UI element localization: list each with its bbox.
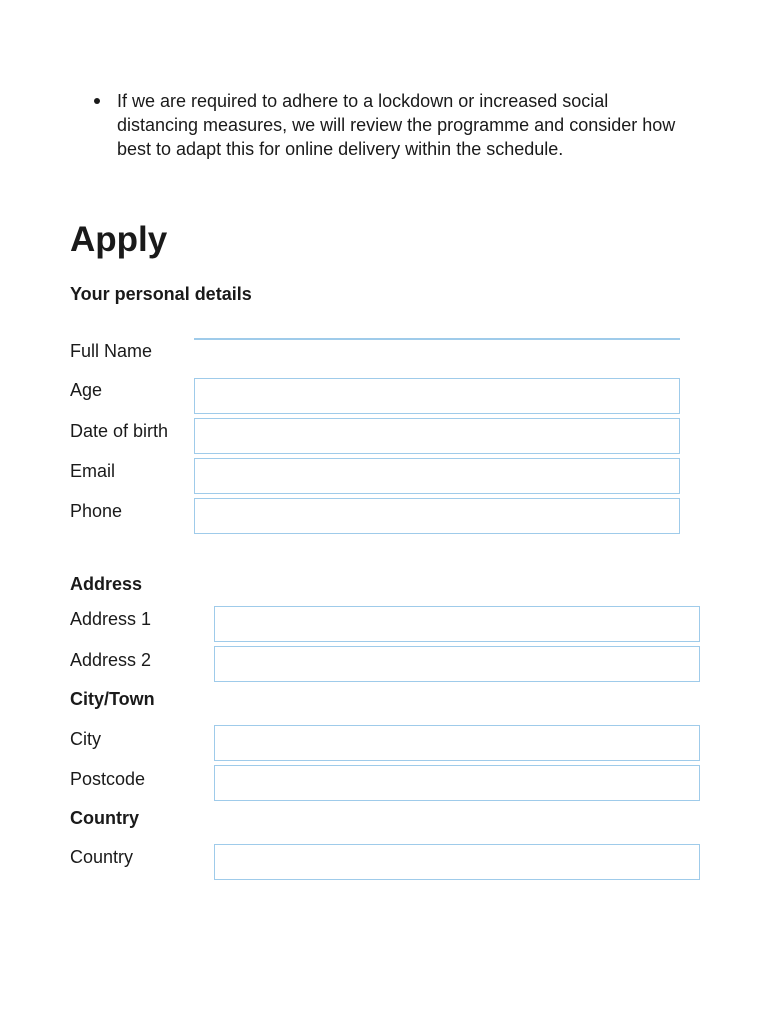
date-of-birth-label: Date of birth: [70, 421, 169, 441]
city-label: City: [70, 729, 101, 749]
date-of-birth-field[interactable]: [194, 418, 680, 454]
full-name-label: Full Name: [70, 341, 153, 361]
page-title: Apply: [70, 220, 168, 259]
postcode-label: Postcode: [70, 769, 146, 789]
city-field[interactable]: [214, 725, 700, 761]
email-field[interactable]: [194, 458, 680, 494]
country-field[interactable]: [214, 844, 700, 880]
address-2-field[interactable]: [214, 646, 700, 682]
address-1-label: Address 1: [70, 609, 152, 629]
full-name-field[interactable]: [194, 338, 680, 340]
notice-list-item: [90, 89, 690, 161]
bullet-icon: [94, 98, 100, 104]
phone-label: Phone: [70, 501, 123, 521]
postcode-field[interactable]: [214, 765, 700, 801]
email-label: Email: [70, 461, 116, 481]
age-field[interactable]: [194, 378, 680, 414]
phone-field[interactable]: [194, 498, 680, 534]
age-label: Age: [70, 380, 103, 400]
notice-text: If we are required to adhere to a lockdown or increased social distancing measures, we will review the programme and consider how best to adapt this for online delivery within the schedule.: [117, 91, 676, 159]
personal-details-heading: Your personal details: [70, 284, 252, 304]
address-1-field[interactable]: [214, 606, 700, 642]
address-heading: Address: [70, 574, 143, 594]
country-label: Country: [70, 847, 134, 867]
address-2-label: Address 2: [70, 650, 152, 670]
city-town-heading: City/Town: [70, 689, 155, 709]
country-heading: Country: [70, 808, 139, 828]
notice-list: [90, 89, 690, 161]
